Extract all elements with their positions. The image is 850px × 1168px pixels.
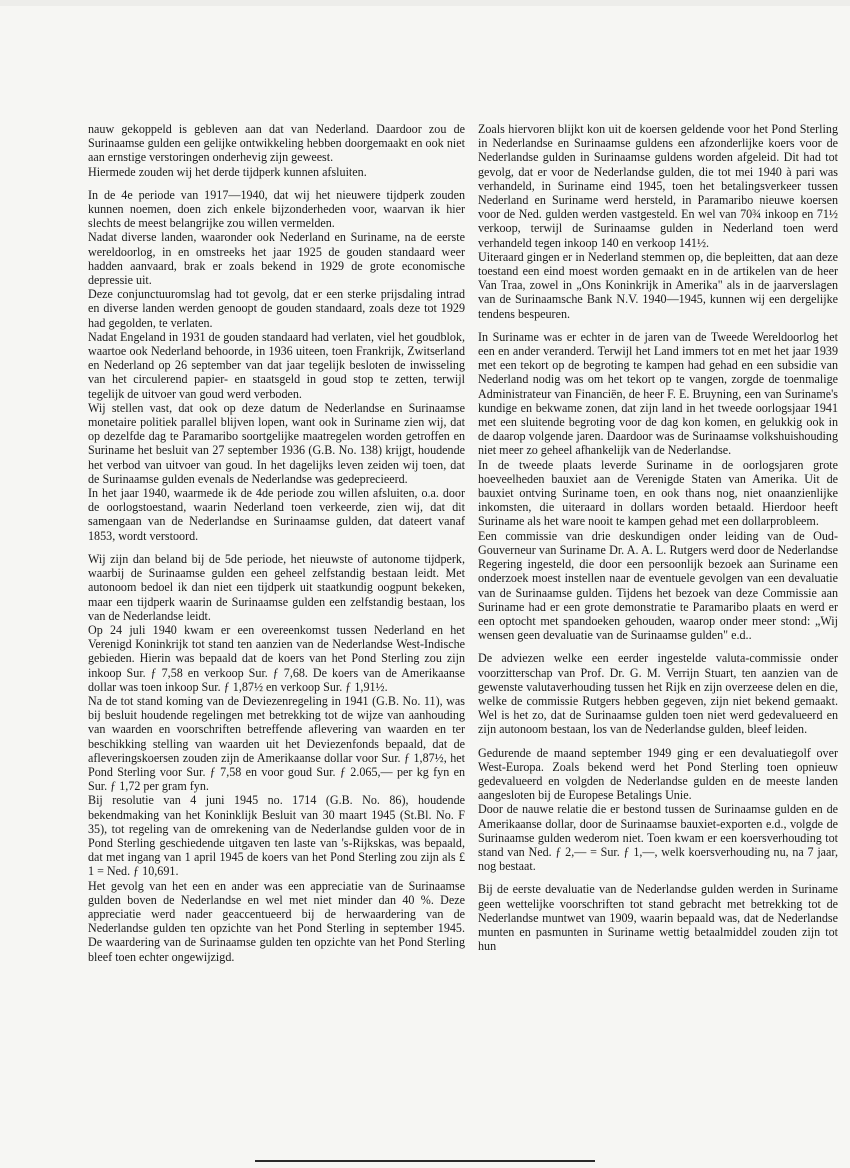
paragraph: Nadat diverse landen, waaronder ook Nederland en Suriname, na de eerste wereldoorlog, in en omstreeks het jaar 1925 de gouden standaard weer hadden aanvaard, brak er zoals bekend in 1929 de grote economische depressie uit. bbox=[88, 230, 465, 288]
scan-top-edge bbox=[0, 0, 850, 6]
paragraph: Nadat Engeland in 1931 de gouden standaard had verlaten, viel het goudblok, waartoe ook Nederland behoorde, in 1936 uiteen, toen Frankrijk, Zwitserland en Nederland op 26 september van dat jaar tegelijk besloten de inwisseling van het circulerend papier- en staatsgeld in goud stop te zetten, terwijl tegelijk de uitvoer van goud werd verboden. bbox=[88, 329, 465, 401]
paragraph: Deze conjunctuuromslag had tot gevolg, dat er een sterke prijsdaling intrad en diverse landen werden genoopt de gouden standaard, zoals deze tot 1929 had gegolden, te verlaten. bbox=[88, 287, 465, 330]
paragraph: Uiteraard gingen er in Nederland stemmen op, die bepleitten, dat aan deze toestand een eind moest worden gemaakt en in de artikelen van de heer Van Traa, zowel in „Ons Koninkrijk in Amerika" als in de jaarverslagen van de Surinaamsche Bank N.V. 1940—1945, kunnen wij een dergelijke tendens bespeuren. bbox=[478, 249, 838, 321]
bottom-rule-line bbox=[255, 1160, 595, 1162]
paragraph: Wij stellen vast, dat ook op deze datum de Nederlandse en Surinaamse monetaire politiek parallel blijven lopen, want ook in Suriname zien wij, dat op dezelfde dag te Paramaribo soortgelijke maatregelen worden getroffen en Suriname het besluit van 27 september 1936 (G.B. No. 138) krijgt, houdende het verbod van uitvoer van goud. In het dagelijks leven zeiden wij toen, dat de Surinaamse gulden evenals de Nederlandse was gedeprecieerd. bbox=[88, 400, 465, 486]
paragraph: In Suriname was er echter in de jaren van de Tweede Wereldoorlog het een en ander veranderd. Terwijl het Land immers tot en met het jaar 1939 met een tekort op de begroting te kampen had gehad en een subsidie van Nederland nodig was om het tekort op te vangen, zorgde de toenmalige Administrateur van Financiën, de heer F. E. Bruyning, een van Suriname's kundige en bekwame zonen, dat zijn land in het tweede oorlogsjaar 1941 met een sluitende begroting voor de dag kon komen, en gelukkig ook in de daarop volgende jaren. Daardoor was de Surinaamse volkshuishouding niet meer zo geheel afhankelijk van de Nederlandse. bbox=[478, 329, 838, 458]
paragraph: nauw gekoppeld is gebleven aan dat van Nederland. Daardoor zou de Surinaamse gulden een gelijke ontwikkeling hebben doorgemaakt en ook niet aan ernstige verstoringen onderhevig zijn geweest. bbox=[88, 122, 465, 165]
paragraph: Zoals hiervoren blijkt kon uit de koersen geldende voor het Pond Sterling in Nederlandse en Surinaamse guldens een afzonderlijke koers voor de Nederlandse gulden in Surinaamse guldens worden afgeleid. Dit had tot gevolg, dat er voor de Nederlandse gulden, die tot mei 1940 à pari was verhandeld, in Suriname eind 1945, toen het betalingsverkeer tussen Nederland en Suriname werd hersteld, in Paramaribo nieuwe koersen voor de Ned. gulden werden vastgesteld. En wel van 70¾ inkoop en 71½ verkoop, terwijl de Surinaamse gulden in Nederland toen werd verhandeld tegen inkoop 140 en verkoop 141½. bbox=[478, 122, 838, 250]
paragraph: Door de nauwe relatie die er bestond tussen de Surinaamse gulden en de Amerikaanse dollar, door de Surinaamse bauxiet-exporten e.d., volgde de Surinaamse gulden wederom niet. Toen kwam er een koersverhouding tot stand van Ned. ƒ 2,— = Sur. ƒ 1,—, welk koersverhouding nu, na 7 jaar, nog bestaat. bbox=[478, 802, 838, 874]
paragraph: Na de tot stand koming van de Deviezenregeling in 1941 (G.B. No. 11), was bij besluit houdende regelingen met betrekking tot de wijze van aanhouding van waarden en voorschriften betreffende aflevering van waarden en ter beschikking stelling van waarden uit het Deviezenfonds bepaald, dat de afleveringskoersen zouden zijn de Amerikaanse dollar voor Sur. ƒ 1,87½, het Pond Sterling voor Sur. ƒ 7,58 en voor goud Sur. ƒ 2.065,— per kg fyn en Sur. ƒ 1,72 per gram fyn. bbox=[88, 693, 465, 794]
paragraph: Op 24 juli 1940 kwam er een overeenkomst tussen Nederland en het Verenigd Koninkrijk tot stand ten aanzien van de Nederlandse West-Indische gebieden. Hierin was bepaald dat de koers van het Pond Sterling zou zijn inkoop Sur. ƒ 7,58 en verkoop Sur. ƒ 7,68. De koers van de Amerikaanse dollar was toen inkoop Sur. ƒ 1,87½ en verkoop Sur. ƒ 1,91½. bbox=[88, 622, 465, 694]
paragraph: In het jaar 1940, waarmede ik de 4de periode zou willen afsluiten, o.a. door de oorlogstoestand, waarin Nederland toen verkeerde, zien wij, dat dit samengaan van de Nederlandse en Surinaamse gulden, dat dateert vanaf 1853, wordt verstoord. bbox=[88, 486, 465, 543]
paragraph: Het gevolg van het een en ander was een appreciatie van de Surinaamse gulden boven de Nederlandse en wel met niet minder dan 40 %. Deze appreciatie werd nader geaccentueerd bij de herwaardering van de Nederlandse gulden ten opzichte van het Pond Sterling in september 1945. De waardering van de Surinaamse gulden ten opzichte van het Pond Sterling bleef toen echter ongewijzigd. bbox=[88, 878, 465, 964]
paragraph: Gedurende de maand september 1949 ging er een devaluatiegolf over West-Europa. Zoals bekend werd het Pond Sterling toen opnieuw gedevalueerd en volgden de Nederlandse gulden en de meeste landen aangesloten bij de Europese Betalings Unie. bbox=[478, 745, 838, 803]
paragraph: Bij resolutie van 4 juni 1945 no. 1714 (G.B. No. 86), houdende bekendmaking van het Koninklijk Besluit van 30 maart 1945 (St.Bl. No. F 35), tot regeling van de omrekening van de Nederlandse gulden voor de in Pond Sterling geschiedende uitgaven ten laste van 's-Rijkskas, was bepaald, dat met ingang van 1 april 1945 de koers van het Pond Sterling zou zijn als £ 1 = Ned. ƒ 10,691. bbox=[88, 793, 465, 879]
left-text-column bbox=[88, 122, 465, 964]
paragraph: In de 4e periode van 1917—1940, dat wij het nieuwere tijdperk zouden kunnen noemen, doen zich enkele bijzonderheden voor, waarvan ik hier slechts de meest belangrijke zou willen vermelden. bbox=[88, 187, 465, 231]
paragraph: In de tweede plaats leverde Suriname in de oorlogsjaren grote hoeveelheden bauxiet aan de Verenigde Staten van Amerika. Uit de bauxiet ontving Suriname toen, en ook thans nog, niet onaanzienlijke inkomsten, die uiteraard in dollars worden betaald. Hierdoor heeft Suriname als het ware nooit te kampen gehad met een dollarprobleem. bbox=[478, 457, 838, 529]
paragraph: Bij de eerste devaluatie van de Nederlandse gulden werden in Suriname geen wettelijke voorschriften tot stand gebracht met betrekking tot de Nederlandse muntwet van 1909, waarin bepaald was, dat de Nederlandse munten en pasmunten in Suriname wettig betaalmiddel zouden zijn tot hun bbox=[478, 882, 838, 954]
paragraph: De adviezen welke een eerder ingestelde valuta-commissie onder voorzitterschap van Prof. Dr. G. M. Verrijn Stuart, ten aanzien van de gewenste valutaverhouding tussen het Rijk en zijn overzeese delen en die, welke de commissie Rutgers hebben gegeven, zijn niet bekend gemaakt. Wel is het zo, dat de Surinaamse gulden toen niet werd gedevalueerd en zijn autonoom bestaan, los van de Nederlandse gulden, bleef leiden. bbox=[478, 651, 838, 737]
paragraph: Hiermede zouden wij het derde tijdperk kunnen afsluiten. bbox=[88, 164, 367, 179]
right-text-column bbox=[478, 122, 838, 953]
paragraph: Een commissie van drie deskundigen onder leiding van de Oud-Gouverneur van Suriname Dr. A. A. L. Rutgers werd door de Nederlandse Regering ingesteld, die door een persoonlijk bezoek aan Suriname een onderzoek moest instellen naar de eventuele gevolgen van een devaluatie van de Surinaamse gulden. Tijdens het bezoek van deze Commissie aan Suriname had er een grote demonstratie te Paramaribo plaats en werd er een optocht met spandoeken gehouden, waarop onder meer stond: „Wij wensen geen devaluatie van de Surinaamse gulden" e.d.. bbox=[478, 528, 838, 643]
paragraph: Wij zijn dan beland bij de 5de periode, het nieuwste of autonome tijdperk, waarbij de Surinaamse gulden een geheel zelfstandig bestaan leidt. Met autonoom bedoel ik dan niet een tijdperk uit staatkundig oogpunt bekeken, maar een tijdperk waarin de Surinaamse gulden een zelfstandig bestaan, los van de Nederlandse leidt. bbox=[88, 551, 465, 623]
